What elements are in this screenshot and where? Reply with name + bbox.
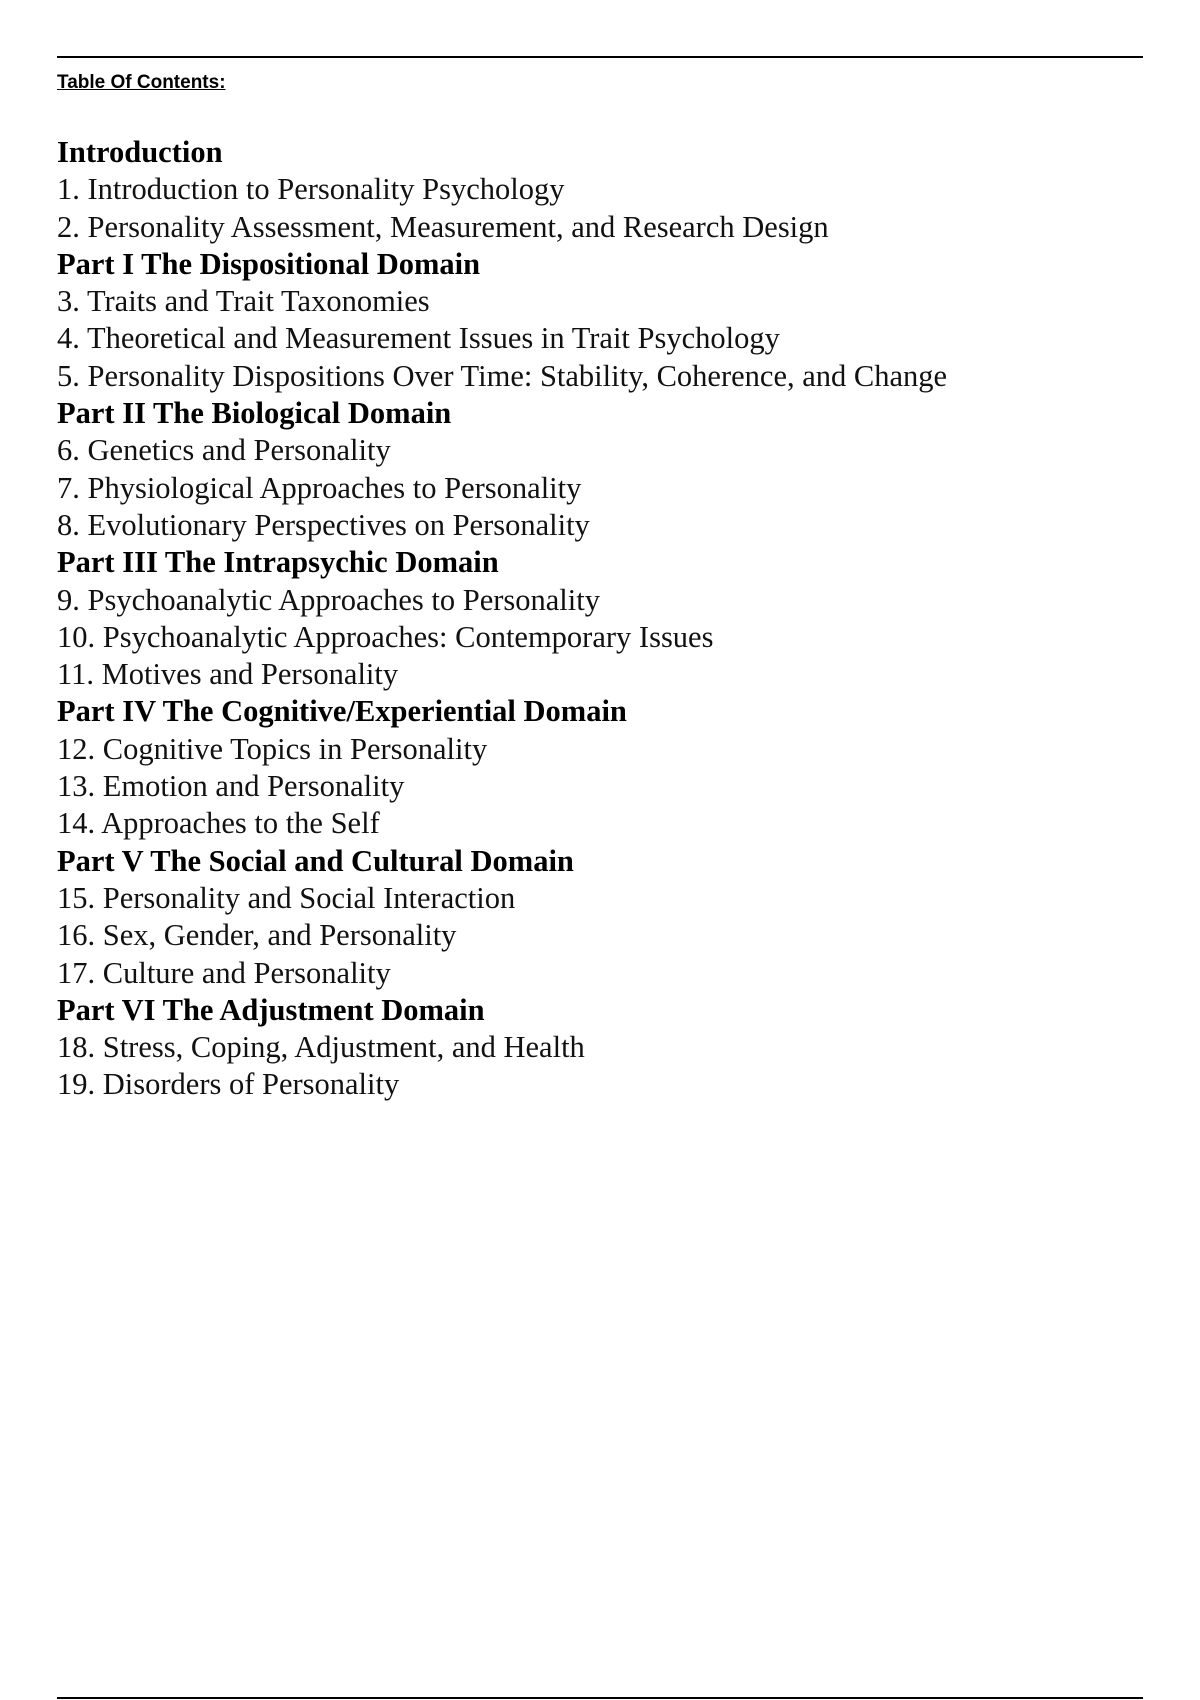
toc-chapter: 17. Culture and Personality bbox=[57, 955, 391, 990]
toc-part-heading: Part II The Biological Domain bbox=[57, 396, 452, 431]
toc-part-heading: Part V The Social and Cultural Domain bbox=[57, 843, 574, 878]
table-of-contents bbox=[57, 134, 1143, 1104]
toc-chapter: 12. Cognitive Topics in Personality bbox=[57, 731, 488, 766]
toc-chapter: 8. Evolutionary Perspectives on Personality bbox=[57, 507, 590, 542]
toc-chapter: 1. Introduction to Personality Psychology bbox=[57, 172, 565, 207]
toc-chapter: 13. Emotion and Personality bbox=[57, 769, 405, 804]
toc-chapter: 11. Motives and Personality bbox=[57, 657, 399, 692]
toc-chapter: 15. Personality and Social Interaction bbox=[57, 880, 516, 915]
toc-chapter: 5. Personality Dispositions Over Time: Stability, Coherence, and Change bbox=[57, 358, 948, 393]
toc-part-heading: Part I The Dispositional Domain bbox=[57, 246, 481, 281]
toc-chapter: 10. Psychoanalytic Approaches: Contemporary Issues bbox=[57, 619, 714, 654]
toc-part-heading: Part III The Intrapsychic Domain bbox=[57, 545, 499, 580]
bottom-divider bbox=[57, 1697, 1143, 1699]
toc-chapter: 6. Genetics and Personality bbox=[57, 433, 391, 468]
top-divider bbox=[57, 56, 1143, 58]
toc-chapter: 9. Psychoanalytic Approaches to Personality bbox=[57, 582, 600, 617]
toc-chapter: 19. Disorders of Personality bbox=[57, 1067, 400, 1102]
toc-part-heading: Part VI The Adjustment Domain bbox=[57, 992, 485, 1027]
toc-chapter: 3. Traits and Trait Taxonomies bbox=[57, 284, 430, 319]
toc-chapter: 2. Personality Assessment, Measurement, and Research Design bbox=[57, 209, 829, 244]
toc-chapter: 18. Stress, Coping, Adjustment, and Health bbox=[57, 1030, 585, 1065]
toc-chapter: 4. Theoretical and Measurement Issues in Trait Psychology bbox=[57, 321, 780, 356]
toc-part-heading: Part IV The Cognitive/Experiential Domain bbox=[57, 694, 627, 729]
toc-chapter: 16. Sex, Gender, and Personality bbox=[57, 918, 457, 953]
toc-part-heading: Introduction bbox=[57, 135, 223, 169]
toc-heading: Table Of Contents: bbox=[57, 72, 226, 93]
toc-chapter: 7. Physiological Approaches to Personality bbox=[57, 470, 582, 505]
toc-chapter: 14. Approaches to the Self bbox=[57, 806, 380, 841]
